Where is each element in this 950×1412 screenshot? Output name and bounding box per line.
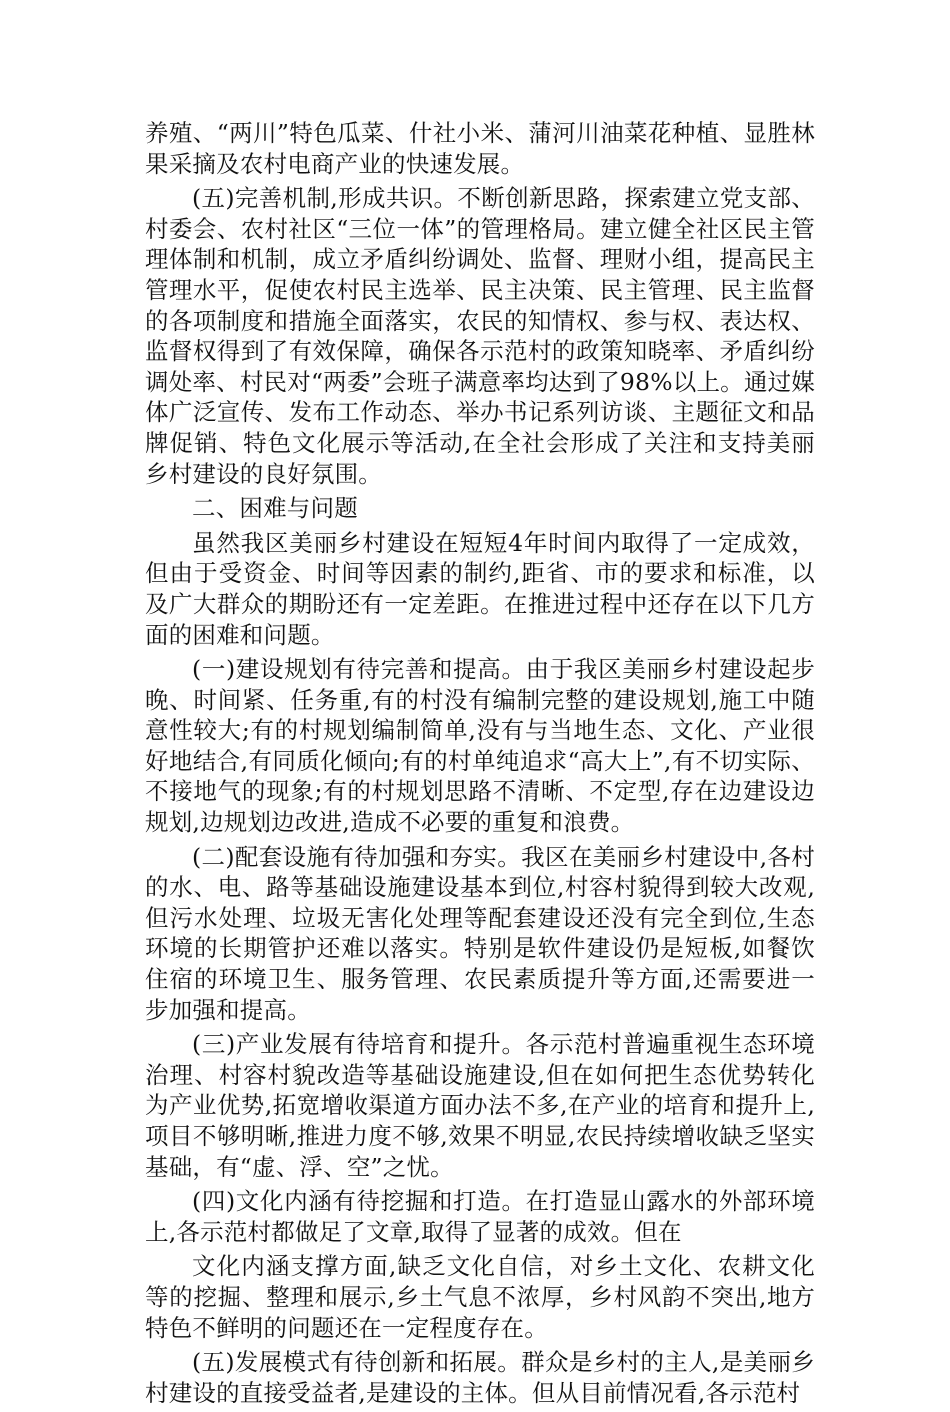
document-page (145, 118, 815, 1412)
paragraph-9: (五)发展模式有待创新和拓展。群众是乡村的主人,是美丽乡村建设的直接受益者,是建设的主体。但从目前情况看,各示范村 (145, 1348, 815, 1407)
paragraph-2: (五)完善机制,形成共识。不断创新思路，探索建立党支部、村委会、农村社区“三位一体”的管理格局。建立健全社区民主管理体制和机制，成立矛盾纠纷调处、监督、理财小组，提高民主管理水平，促使农村民主选举、民主决策、民主管理、民主监督的各项制度和措施全面落实，农民的知情权、参与权、表达权、监督权得到了有效保障，确保各示范村的政策知晓率、矛盾纠纷调处率、村民对“两委”会班子满意率均达到了98%以上。通过媒体广泛宣传、发布工作动态、举办书记系列访谈、主题征文和品牌促销、特色文化展示等活动,在全社会形成了关注和支持美丽乡村建设的良好氛围。 (145, 184, 815, 488)
paragraph-3: 虽然我区美丽乡村建设在短短4年时间内取得了一定成效，但由于受资金、时间等因素的制约,距省、市的要求和标准，以及广大群众的期盼还有一定差距。在推进过程中还存在以下几方面的困难和问题。 (145, 528, 815, 649)
section-heading: 二、困难与问题 (192, 494, 358, 523)
paragraph-7: (四)文化内涵有待挖掘和打造。在打造显山露水的外部环境上,各示范村都做足了文章,取得了显著的成效。但在 (145, 1187, 815, 1246)
paragraph-5: (二)配套设施有待加强和夯实。我区在美丽乡村建设中,各村的水、电、路等基础设施建设基本到位,村容村貌得到较大改观,但污水处理、垃圾无害化处理等配套建设还没有完全到位,生态环境的长期管护还难以落实。特别是软件建设仍是短板,如餐饮住宿的环境卫生、服务管理、农民素质提升等方面,还需要进一步加强和提高。 (145, 842, 815, 1024)
paragraph-1: 养殖、“两川”特色瓜菜、什社小米、蒲河川油菜花种植、显胜林果采摘及农村电商产业的快速发展。 (145, 119, 815, 178)
paragraph-6: (三)产业发展有待培育和提升。各示范村普遍重视生态环境治理、村容村貌改造等基础设施建设,但在如何把生态优势转化为产业优势,拓宽增收渠道方面办法不多,在产业的培育和提升上,项目不够明晰,推进力度不够,效果不明显,农民持续增收缺乏坚实基础，有“虚、浮、空”之忧。 (145, 1030, 815, 1181)
paragraph-4: (一)建设规划有待完善和提高。由于我区美丽乡村建设起步晚、时间紧、任务重,有的村没有编制完整的建设规划,施工中随意性较大;有的村规划编制简单,没有与当地生态、文化、产业很好地结合,有同质化倾向;有的村单纯追求“高大上”,有不切实际、不接地气的现象;有的村规划思路不清晰、不定型,存在边建设边规划,边规划边改进,造成不必要的重复和浪费。 (145, 655, 815, 837)
paragraph-8: 文化内涵支撑方面,缺乏文化自信，对乡土文化、农耕文化等的挖掘、整理和展示,乡土气息不浓厚，乡村风韵不突出,地方特色不鲜明的问题还在一定程度存在。 (145, 1252, 815, 1342)
